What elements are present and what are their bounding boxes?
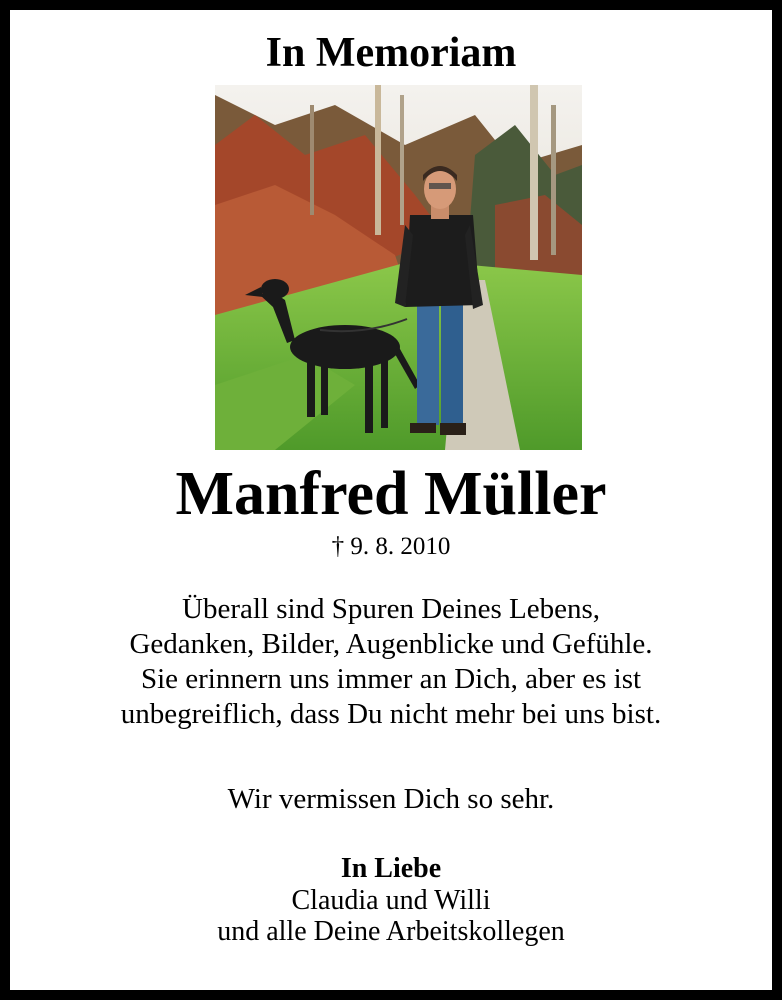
poem-line: Gedanken, Bilder, Augenblicke und Gefühle.: [129, 628, 653, 660]
signoff-line: und alle Deine Arbeitskollegen: [217, 916, 565, 947]
notice-heading: In Memoriam: [265, 30, 517, 76]
signoff-line: Claudia und Willi: [291, 885, 491, 916]
poem-line: Sie erinnern uns immer an Dich, aber es ist: [140, 663, 642, 695]
signoff: [10, 853, 772, 947]
signoff-lead: In Liebe: [340, 853, 442, 884]
photo-man-with-dog: [215, 85, 582, 450]
closing-line: Wir vermissen Dich so sehr.: [227, 783, 555, 815]
memorial-notice: [10, 10, 772, 990]
deceased-name: Manfred Müller: [175, 460, 607, 528]
memorial-photo: [215, 85, 582, 450]
poem-line: Überall sind Spuren Deines Lebens,: [182, 593, 600, 625]
death-date: † 9. 8. 2010: [331, 533, 451, 560]
memorial-poem: [10, 592, 772, 732]
poem-line: unbegreiflich, dass Du nicht mehr bei uns bist.: [120, 698, 662, 730]
